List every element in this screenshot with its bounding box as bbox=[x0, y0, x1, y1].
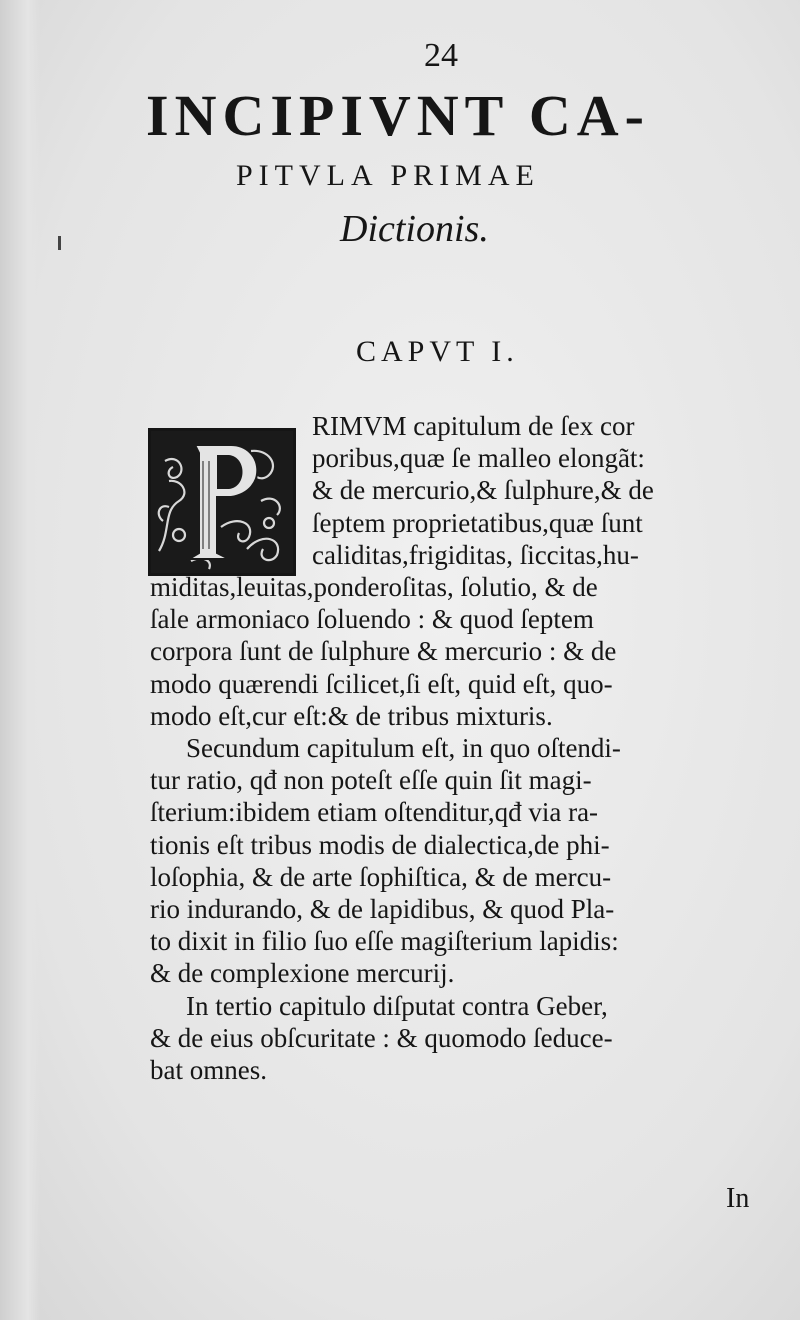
text-line: to dixit in filio ſuo eſſe magiſterium lapidis: bbox=[150, 926, 619, 957]
heading-line-1: INCIPIVNT CA- bbox=[146, 83, 650, 148]
text-line: corpora ſunt de ſulphure & mercurio : & de bbox=[150, 636, 617, 667]
text-line: bat omnes. bbox=[150, 1055, 267, 1086]
margin-mark bbox=[58, 236, 61, 250]
text-line: caliditas,frigiditas, ſiccitas,hu- bbox=[312, 539, 639, 570]
page-gutter-shadow bbox=[0, 0, 40, 1320]
text-line: tionis eſt tribus modis de dialectica,de phi- bbox=[150, 829, 610, 860]
text-line: ſterium:ibidem etiam oſtenditur,qđ via ra- bbox=[150, 797, 599, 828]
heading-line-2: PITVLA PRIMAE bbox=[236, 159, 540, 192]
chapter-title: CAPVT I. bbox=[356, 335, 519, 368]
text-line: Secundum capitulum eſt, in quo oſtendi- bbox=[186, 733, 621, 764]
body-text bbox=[150, 410, 762, 1086]
text-line: ſale armoniaco ſoluendo : & quod ſeptem bbox=[150, 604, 594, 635]
text-line: poribus,quæ ſe malleo elongãt: bbox=[312, 443, 645, 474]
text-line: & de complexione mercurij. bbox=[150, 958, 455, 989]
text-line: loſophia, & de arte ſophiſtica, & de mercu- bbox=[150, 861, 612, 892]
text-line: RIMVM capitulum de ſex cor bbox=[312, 411, 635, 441]
text-line: & de mercurio,& ſulphure,& de bbox=[312, 475, 654, 506]
text-line: ſeptem proprietatibus,quæ ſunt bbox=[312, 507, 643, 538]
text-line: tur ratio, qđ non poteſt eſſe quin ſit magi- bbox=[150, 765, 592, 796]
text-line: modo quærendi ſcilicet,ſi eſt, quid eſt, quo- bbox=[150, 668, 613, 699]
text-line: & de eius obſcuritate : & quomodo ſeduce- bbox=[150, 1022, 613, 1053]
text-line: rio indurando, & de lapidibus, & quod Pla- bbox=[150, 894, 615, 925]
text-line: In tertio capitulo diſputat contra Geber, bbox=[186, 990, 608, 1021]
heading-line-3: Dictionis. bbox=[340, 208, 489, 250]
page-number: 24 bbox=[424, 37, 458, 74]
catchword: In bbox=[726, 1183, 750, 1214]
text-line: miditas,leuitas,ponderoſitas, ſolutio, & de bbox=[150, 572, 598, 603]
text-line: modo eſt,cur eſt:& de tribus mixturis. bbox=[150, 700, 553, 731]
